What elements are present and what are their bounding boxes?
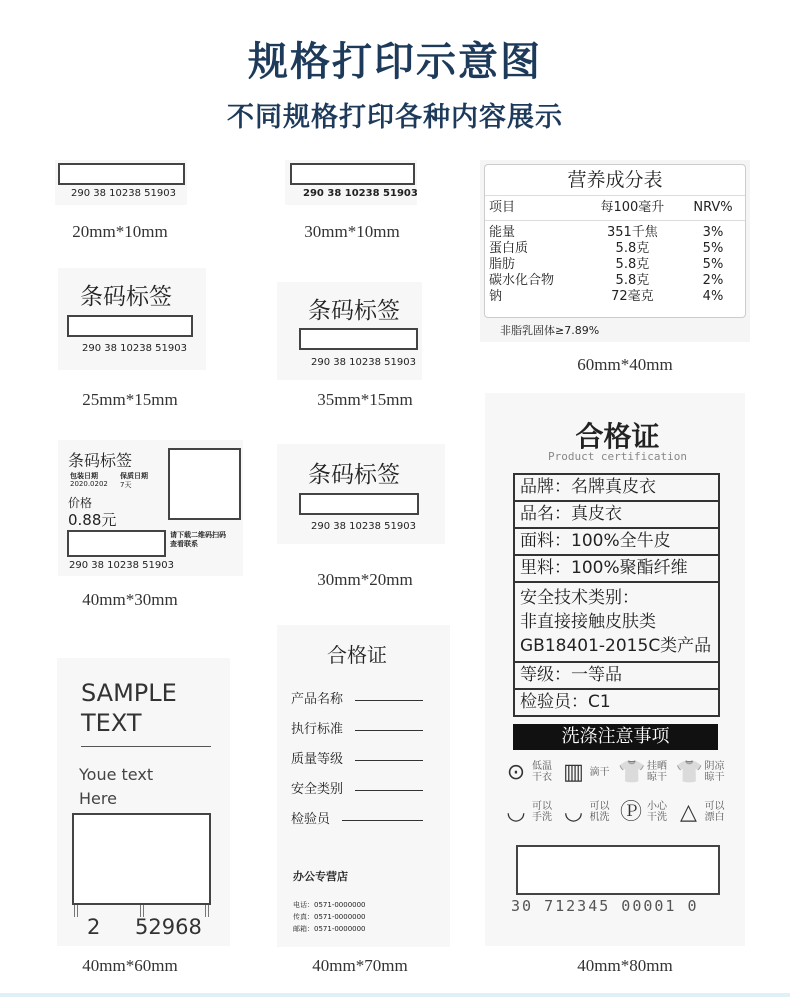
care-text: 滴干	[589, 766, 610, 778]
care-text: 晾干	[704, 772, 725, 783]
cell: 5.8克	[615, 257, 650, 272]
cert-row-fabric: 面料：100%全牛皮	[513, 529, 720, 556]
contact-phone: 电话：0571-0000000	[293, 901, 366, 909]
field-line	[342, 820, 423, 821]
field-safety	[291, 779, 423, 795]
barcode-box	[290, 163, 415, 185]
caption-30x10: 30mm*10mm	[304, 222, 400, 241]
label-40x70	[277, 625, 450, 947]
caption-40x60: 40mm*60mm	[82, 956, 178, 975]
cert-fields	[291, 689, 423, 839]
cell: 碳水化合物	[489, 273, 555, 288]
field-line	[355, 730, 423, 731]
care-hand-wash	[503, 801, 561, 823]
label-25x15	[58, 268, 206, 370]
care-text: 小心	[647, 801, 667, 812]
label-20x10	[55, 160, 187, 205]
caption-25x15: 25mm*15mm	[82, 390, 178, 409]
cert-row-name: 品名：真皮衣	[513, 502, 720, 529]
field-line	[355, 790, 423, 791]
barcode-number: 290 38 10238 51903	[311, 521, 416, 532]
care-text: 手洗	[532, 812, 552, 823]
contacts	[293, 899, 366, 935]
label-30x20	[277, 444, 445, 544]
care-hang-dry	[618, 761, 676, 783]
cell: 5%	[702, 241, 724, 256]
caption-40x70: 40mm*70mm	[312, 956, 408, 975]
sample-title-line: SAMPLE	[81, 679, 177, 707]
field-label: 检验员	[291, 811, 331, 827]
field-label: 安全类别	[291, 781, 344, 797]
caption-20x10: 20mm*10mm	[72, 222, 168, 241]
barcode-digits: 52968	[135, 915, 202, 939]
caption-60x40: 60mm*40mm	[577, 355, 673, 374]
barcode-box	[516, 845, 720, 895]
care-dry-clean	[618, 801, 676, 823]
barcode-number: 290 38 10238 51903	[303, 188, 418, 199]
caption-30x20: 30mm*20mm	[317, 570, 413, 589]
cert-row-brand: 品牌：名牌真皮衣	[513, 475, 720, 502]
cert-row-inspector: 检验员：C1	[513, 690, 720, 717]
barcode-tick	[205, 905, 209, 917]
shop-name: 办公专营店	[293, 870, 348, 883]
qr-hint-line: 请下载二维码扫码	[170, 531, 226, 539]
barcode-number: 290 38 10238 51903	[71, 188, 176, 199]
care-drip-dry	[561, 761, 619, 783]
barcode-box	[58, 163, 185, 185]
cert-row-grade: 等级：一等品	[513, 663, 720, 690]
bottom-strip	[0, 993, 790, 997]
care-icons	[503, 761, 733, 823]
cell: 2%	[702, 273, 724, 288]
cell: 脂肪	[489, 257, 516, 272]
hang-dry-icon: 👕	[618, 759, 646, 785]
label-title: 条码标签	[80, 284, 172, 310]
label-40x60	[57, 658, 230, 946]
page-subtitle: 不同规格打印各种内容展示	[227, 102, 563, 133]
tumble-dry-low-icon: ⊙	[506, 759, 526, 785]
cert-row-safety	[513, 583, 720, 663]
barcode-number: 290 38 10238 51903	[69, 560, 174, 571]
care-bleach	[676, 801, 734, 823]
care-title: 洗涤注意事项	[513, 724, 718, 750]
cell: 3%	[702, 225, 724, 240]
sample-text-line: Youe text	[79, 765, 154, 784]
label-35x15	[277, 282, 422, 380]
barcode-box	[67, 315, 193, 337]
label-60x40	[480, 160, 750, 342]
field-product-name	[291, 689, 423, 705]
qr-code-box	[168, 448, 241, 520]
caption-40x30: 40mm*30mm	[82, 590, 178, 609]
shelf-label: 保质日期	[120, 472, 148, 480]
label-title: 条码标签	[308, 462, 400, 488]
label-40x80	[485, 393, 745, 946]
cert-row-lining: 里料：100%聚酯纤维	[513, 556, 720, 583]
cert-title: 合格证	[327, 643, 387, 667]
care-text: 干衣	[532, 772, 552, 783]
header-nrv: NRV%	[693, 200, 733, 215]
cert-table	[513, 473, 720, 717]
caption-40x80: 40mm*80mm	[577, 956, 673, 975]
safety-line: GB18401-2015C类产品	[520, 636, 712, 656]
sample-text-line: Here	[79, 789, 117, 808]
barcode-number: 30 712345 00001 0	[511, 897, 699, 915]
nutrition-row	[485, 257, 745, 273]
shelf-life: 7天	[120, 481, 132, 489]
price-label: 价格	[68, 496, 93, 510]
barcode-box	[67, 530, 166, 557]
cell: 钠	[489, 289, 503, 304]
dry-clean-icon: Ⓟ	[619, 799, 642, 825]
cert-subtitle: Product certification	[547, 450, 688, 463]
barcode-number: 290 38 10238 51903	[82, 343, 187, 354]
divider	[81, 746, 211, 747]
cell: 能量	[489, 225, 516, 240]
care-text: 机洗	[589, 812, 610, 823]
cert-title: 合格证	[575, 420, 660, 453]
contact-email: 邮箱：0571-0000000	[293, 925, 366, 933]
field-label: 执行标准	[291, 721, 344, 737]
label-30x10	[285, 160, 417, 205]
qr-hint-line: 查看联系	[170, 540, 198, 548]
care-text: 可以	[589, 801, 610, 812]
nutrition-grid	[485, 196, 745, 305]
shade-dry-icon: 👕	[675, 759, 703, 785]
nutrition-title: 营养成分表	[485, 165, 745, 196]
field-quality	[291, 749, 423, 765]
cell: 72毫克	[611, 289, 654, 304]
qr-hint	[170, 531, 226, 549]
nutrition-row	[485, 273, 745, 289]
care-text: 挂晒	[647, 761, 667, 772]
care-text: 干洗	[647, 812, 667, 823]
label-title: 条码标签	[68, 451, 133, 470]
page-title: 规格打印示意图	[248, 39, 542, 85]
care-text: 可以	[532, 801, 552, 812]
nutrition-row	[485, 221, 745, 242]
field-standard	[291, 719, 423, 735]
cell: 5.8克	[615, 241, 650, 256]
care-text: 漂白	[704, 812, 725, 823]
bleach-icon: △	[680, 799, 697, 825]
header-per100: 每100毫升	[600, 200, 665, 215]
field-label: 产品名称	[291, 691, 344, 707]
nutrition-note: 非脂乳固体≥7.89%	[500, 324, 600, 337]
barcode-box	[72, 813, 211, 905]
cell: 5%	[702, 257, 724, 272]
nutrition-header-row	[485, 196, 745, 221]
label-title: 条码标签	[308, 298, 400, 324]
sample-title	[81, 678, 177, 738]
barcode-number: 290 38 10238 51903	[311, 357, 416, 368]
cell: 5.8克	[615, 273, 650, 288]
barcode-box	[299, 493, 419, 515]
safety-line: 非直接接触皮肤类	[520, 612, 656, 632]
nutrition-row	[485, 289, 745, 305]
cell: 4%	[702, 289, 724, 304]
pack-date-label: 包装日期	[70, 472, 98, 480]
hand-wash-icon: ◡	[506, 799, 526, 825]
pack-date: 2020.0202	[70, 480, 108, 488]
care-shade-dry	[676, 761, 734, 783]
care-text: 可以	[704, 801, 725, 812]
barcode-tick	[74, 905, 78, 917]
field-line	[355, 700, 423, 701]
cell: 蛋白质	[489, 241, 529, 256]
care-text: 低温	[532, 761, 552, 772]
field-inspector	[291, 809, 423, 825]
nutrition-table	[484, 164, 746, 318]
header-item: 项目	[489, 200, 516, 215]
care-machine-wash	[561, 801, 619, 823]
care-tumble-dry	[503, 761, 561, 783]
price: 0.88元	[68, 511, 117, 529]
barcode-box	[299, 328, 418, 350]
care-text: 晾干	[647, 772, 667, 783]
sample-text	[79, 763, 153, 811]
dry-flat-icon: ▥	[563, 759, 584, 785]
sample-title-line: TEXT	[81, 709, 142, 737]
barcode-digit: 2	[87, 915, 101, 939]
nutrition-row	[485, 241, 745, 257]
field-line	[355, 760, 423, 761]
safety-line: 安全技术类别：	[520, 588, 639, 608]
contact-fax: 传真：0571-0000000	[293, 913, 366, 921]
care-text: 阴凉	[704, 761, 725, 772]
field-label: 质量等级	[291, 751, 344, 767]
cell: 351千焦	[606, 225, 658, 240]
label-40x30	[58, 440, 243, 576]
machine-wash-icon: ◡	[563, 799, 584, 825]
caption-35x15: 35mm*15mm	[317, 390, 413, 409]
